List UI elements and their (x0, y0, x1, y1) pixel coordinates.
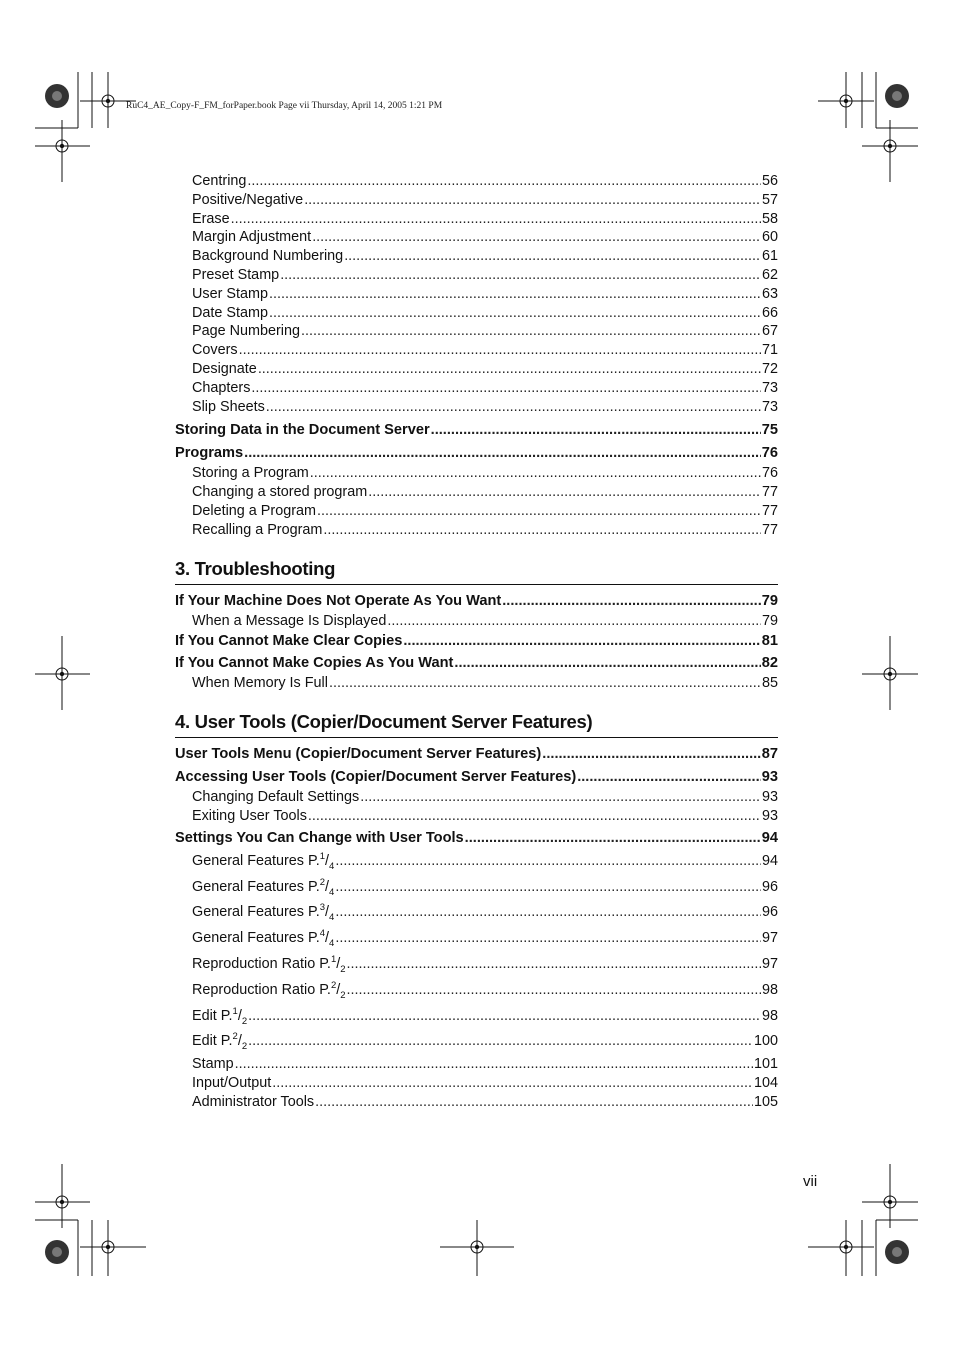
toc-entry-title: Margin Adjustment (192, 229, 312, 246)
toc-entry-title: Erase (192, 210, 230, 227)
toc-entry-title-text: Edit P. (192, 1007, 233, 1024)
toc-entry[interactable] (175, 304, 778, 323)
toc-entry-accessing-user-tools[interactable] (175, 766, 778, 788)
toc-entry-page: 87 (761, 746, 778, 763)
leader-dots (368, 483, 761, 502)
fraction-slash: / (237, 1007, 242, 1024)
fraction-slash: / (336, 981, 341, 998)
toc-entry-page: 77 (761, 502, 778, 519)
toc-entry-title: Covers (192, 342, 238, 359)
toc-entry-page: 82 (761, 655, 778, 672)
toc-entry-page: 73 (761, 398, 778, 415)
toc-entry-title: User Tools Menu (Copier/Document Server Features) (175, 746, 542, 763)
toc-entry[interactable] (175, 266, 778, 285)
toc-entry-title: User Stamp (192, 285, 268, 302)
toc-entry-page: 98 (761, 1007, 778, 1024)
toc-entry-title: If You Cannot Make Copies As You Want (175, 655, 454, 672)
chapter-heading-user-tools: 4. User Tools (Copier/Document Server Features) (175, 707, 778, 738)
toc-group-troubleshooting (175, 590, 778, 694)
toc-entry-title: Changing a stored program (192, 484, 368, 501)
leader-dots (308, 807, 761, 826)
toc-entry-title: Chapters (192, 379, 251, 396)
toc-entry[interactable] (175, 952, 778, 978)
toc-entry-title: Administrator Tools (192, 1093, 315, 1110)
leader-dots (244, 442, 761, 464)
page-number: vii (803, 1173, 818, 1190)
toc-entry[interactable] (175, 379, 778, 398)
toc-entry-title: Programs (175, 445, 244, 462)
toc-entry-title: Positive/Negative (192, 191, 304, 208)
toc-entry[interactable] (175, 807, 778, 826)
toc-entry-title: Preset Stamp (192, 266, 280, 283)
toc-entry-title: Slip Sheets (192, 398, 265, 415)
fraction-denominator: 2 (340, 963, 346, 975)
toc-entry-title: When a Message Is Displayed (192, 612, 387, 629)
toc-entry-title (192, 875, 334, 901)
toc-entry-title: Deleting a Program (192, 502, 316, 519)
toc-entry-page: 62 (761, 266, 778, 283)
toc-entry[interactable] (175, 483, 778, 502)
toc-group-settings-other (175, 1055, 778, 1111)
toc-entry-page: 56 (761, 173, 778, 189)
toc-entry[interactable] (175, 210, 778, 229)
toc-entry-page: 93 (761, 789, 778, 806)
toc-entry[interactable] (175, 1093, 778, 1112)
fraction-numerator: 1 (232, 1005, 238, 1017)
toc-entry-page: 79 (761, 592, 778, 609)
toc-entry-title: Stamp (192, 1056, 234, 1073)
chapter-heading-troubleshooting: 3. Troubleshooting (175, 554, 778, 585)
leader-dots (310, 464, 761, 483)
toc-entry-page: 58 (761, 210, 778, 227)
toc-entry-page: 76 (761, 465, 778, 482)
toc-entry-page: 77 (761, 521, 778, 538)
toc-entry-page: 81 (761, 633, 778, 650)
fraction-denominator: 2 (340, 989, 346, 1001)
leader-dots (235, 1055, 753, 1074)
toc-entry[interactable] (175, 875, 778, 901)
toc-entry[interactable] (175, 1029, 778, 1055)
leader-dots (344, 247, 761, 266)
toc-entry-page: 98 (761, 981, 778, 998)
leader-dots (335, 900, 761, 926)
leader-dots (315, 1093, 753, 1112)
leader-dots (248, 1004, 761, 1030)
toc-entry[interactable] (175, 900, 778, 926)
toc-entry[interactable] (175, 674, 778, 693)
toc-entry-page: 72 (761, 360, 778, 377)
toc-entry-page: 85 (761, 675, 778, 692)
toc-entry-title-text: Edit P. (192, 1033, 233, 1050)
toc-group-programs (175, 464, 778, 539)
toc-entry-storing-data[interactable] (175, 419, 778, 441)
fraction-numerator: 1 (330, 953, 337, 965)
fraction-numerator: 2 (330, 979, 337, 991)
leader-dots (502, 590, 761, 612)
leader-dots (323, 521, 761, 540)
leader-dots (329, 674, 761, 693)
toc-entry-title-text: General Features P. (192, 878, 320, 895)
toc-entry-title (192, 978, 346, 1004)
toc-entry-page: 57 (761, 191, 778, 208)
toc-entry-title: When Memory Is Full (192, 675, 328, 692)
fraction-slash: / (336, 955, 341, 972)
leader-dots (251, 379, 761, 398)
toc-entry[interactable] (175, 1004, 778, 1030)
toc-entry[interactable] (175, 502, 778, 521)
toc-entry-page: 101 (753, 1056, 778, 1073)
leader-dots (347, 978, 761, 1004)
toc-entry-title: Background Numbering (192, 248, 344, 265)
toc-entry-title: Exiting User Tools (192, 807, 307, 824)
toc-group-accessing (175, 788, 778, 826)
toc-entry-page: 93 (761, 769, 778, 786)
leader-dots (258, 360, 761, 379)
toc-entry[interactable] (175, 788, 778, 807)
leader-dots (335, 849, 761, 875)
toc-entry-page: 61 (761, 248, 778, 265)
toc-entry-settings[interactable] (175, 827, 778, 849)
leader-dots (387, 612, 761, 631)
toc-group-settings-pages (175, 849, 778, 1055)
fraction-numerator: 3 (319, 902, 326, 914)
toc-entry-page: 67 (761, 323, 778, 340)
toc-entry-page: 71 (761, 342, 778, 359)
toc-entry-title: Accessing User Tools (Copier/Document Server Features) (175, 769, 577, 786)
toc-entry-title-text: General Features P. (192, 930, 320, 947)
toc-entry-page: 96 (761, 878, 778, 895)
toc-entry-title: Storing a Program (192, 465, 309, 482)
leader-dots (347, 952, 761, 978)
leader-dots (231, 210, 761, 229)
toc-entry-title: Changing Default Settings (192, 789, 360, 806)
leader-dots (577, 766, 761, 788)
toc-entry-title: Page Numbering (192, 323, 300, 340)
toc-entry-title (192, 926, 334, 952)
toc-entry-page: 66 (761, 304, 778, 321)
leader-dots (335, 926, 761, 952)
fraction-denominator: 4 (329, 886, 335, 898)
toc-entry-title: If Your Machine Does Not Operate As You Want (175, 592, 502, 609)
toc-entry[interactable] (175, 464, 778, 483)
toc-entry-title (192, 1029, 247, 1055)
fraction-denominator: 4 (329, 938, 335, 950)
leader-dots (269, 285, 761, 304)
toc-entry-page: 77 (761, 484, 778, 501)
toc-entry-page: 73 (761, 379, 778, 396)
toc-entry-page: 97 (761, 955, 778, 972)
toc-entry[interactable] (175, 247, 778, 266)
leader-dots (239, 341, 761, 360)
toc-entry[interactable] (175, 341, 778, 360)
leader-dots (304, 191, 761, 210)
leader-dots (317, 502, 761, 521)
leader-dots (360, 788, 761, 807)
toc-entry-title-text: General Features P. (192, 852, 320, 869)
toc-entry-title (192, 849, 334, 875)
toc-entry-title (192, 1004, 247, 1030)
toc-entry-title: Centring (192, 173, 247, 189)
toc-entry-title: Input/Output (192, 1074, 272, 1091)
toc-entry-page: 105 (753, 1093, 778, 1110)
toc-entry[interactable] (175, 521, 778, 540)
toc-entry-page: 79 (761, 612, 778, 629)
fraction-slash: / (237, 1033, 242, 1050)
toc-entry-title-text: Reproduction Ratio P. (192, 955, 331, 972)
toc-entry[interactable] (175, 398, 778, 417)
toc-entry-programs[interactable] (175, 442, 778, 464)
toc-entry-title (192, 952, 346, 978)
toc-entry[interactable] (175, 926, 778, 952)
leader-dots (542, 743, 760, 765)
file-info-line: RuC4_AE_Copy-F_FM_forPaper.book Page vii Thursday, April 14, 2005 1:21 PM (126, 101, 443, 111)
toc-entry-title: If You Cannot Make Clear Copies (175, 633, 403, 650)
fraction-numerator: 2 (232, 1031, 238, 1043)
leader-dots (269, 304, 761, 323)
toc-entry[interactable] (175, 849, 778, 875)
toc-entry-page: 93 (761, 807, 778, 824)
toc-entry-page: 60 (761, 229, 778, 246)
fraction-slash: / (325, 904, 330, 921)
toc-entry[interactable] (175, 630, 778, 652)
toc-entry[interactable] (175, 1074, 778, 1093)
toc-entry[interactable] (175, 612, 778, 631)
fraction-denominator: 2 (241, 1015, 248, 1027)
leader-dots (465, 827, 761, 849)
toc-entry-page: 76 (761, 445, 778, 462)
toc-entry-page: 97 (761, 930, 778, 947)
toc-entry-page: 75 (761, 422, 778, 439)
toc-entry[interactable] (175, 191, 778, 210)
toc-entry-page: 100 (753, 1033, 778, 1050)
toc-entry-page: 94 (761, 852, 778, 869)
toc-entry-title: Recalling a Program (192, 521, 323, 538)
toc-entry-page: 96 (761, 904, 778, 921)
toc-entry-page: 104 (753, 1074, 778, 1091)
toc-entry-title: Date Stamp (192, 304, 268, 321)
toc-group-copier-functions (175, 172, 778, 416)
fraction-slash: / (325, 878, 330, 895)
toc-entry-title: Designate (192, 360, 257, 377)
toc-entry[interactable] (175, 1055, 778, 1074)
toc-entry[interactable] (175, 652, 778, 674)
toc-entry[interactable] (175, 360, 778, 379)
fraction-denominator: 4 (329, 860, 335, 872)
fraction-slash: / (325, 852, 330, 869)
leader-dots (301, 322, 761, 341)
fraction-denominator: 2 (241, 1041, 248, 1053)
leader-dots (454, 652, 760, 674)
toc-entry-title (192, 900, 334, 926)
toc-entry-title-text: Reproduction Ratio P. (192, 981, 331, 998)
fraction-numerator: 2 (319, 876, 326, 888)
toc-entry-page: 94 (761, 829, 778, 846)
leader-dots (312, 228, 761, 247)
toc-entry-title: Storing Data in the Document Server (175, 422, 430, 439)
fraction-numerator: 1 (319, 850, 326, 862)
toc-entry[interactable] (175, 172, 778, 191)
toc-entry[interactable] (175, 978, 778, 1004)
leader-dots (272, 1074, 753, 1093)
toc-entry[interactable] (175, 322, 778, 341)
fraction-numerator: 4 (319, 928, 326, 940)
toc-entry[interactable] (175, 228, 778, 247)
fraction-denominator: 4 (329, 912, 335, 924)
leader-dots (280, 266, 761, 285)
toc-entry-page: 63 (761, 285, 778, 302)
leader-dots (335, 875, 761, 901)
toc-entry[interactable] (175, 590, 778, 612)
leader-dots (248, 1029, 753, 1055)
leader-dots (403, 630, 760, 652)
toc-entry[interactable] (175, 285, 778, 304)
leader-dots (266, 398, 761, 417)
fraction-slash: / (325, 930, 330, 947)
toc-entry-title-text: General Features P. (192, 904, 320, 921)
toc-entry-user-tools-menu[interactable] (175, 743, 778, 765)
leader-dots (431, 419, 761, 441)
toc-entry-title: Settings You Can Change with User Tools (175, 829, 464, 846)
leader-dots (247, 172, 761, 191)
table-of-contents (175, 172, 778, 1112)
